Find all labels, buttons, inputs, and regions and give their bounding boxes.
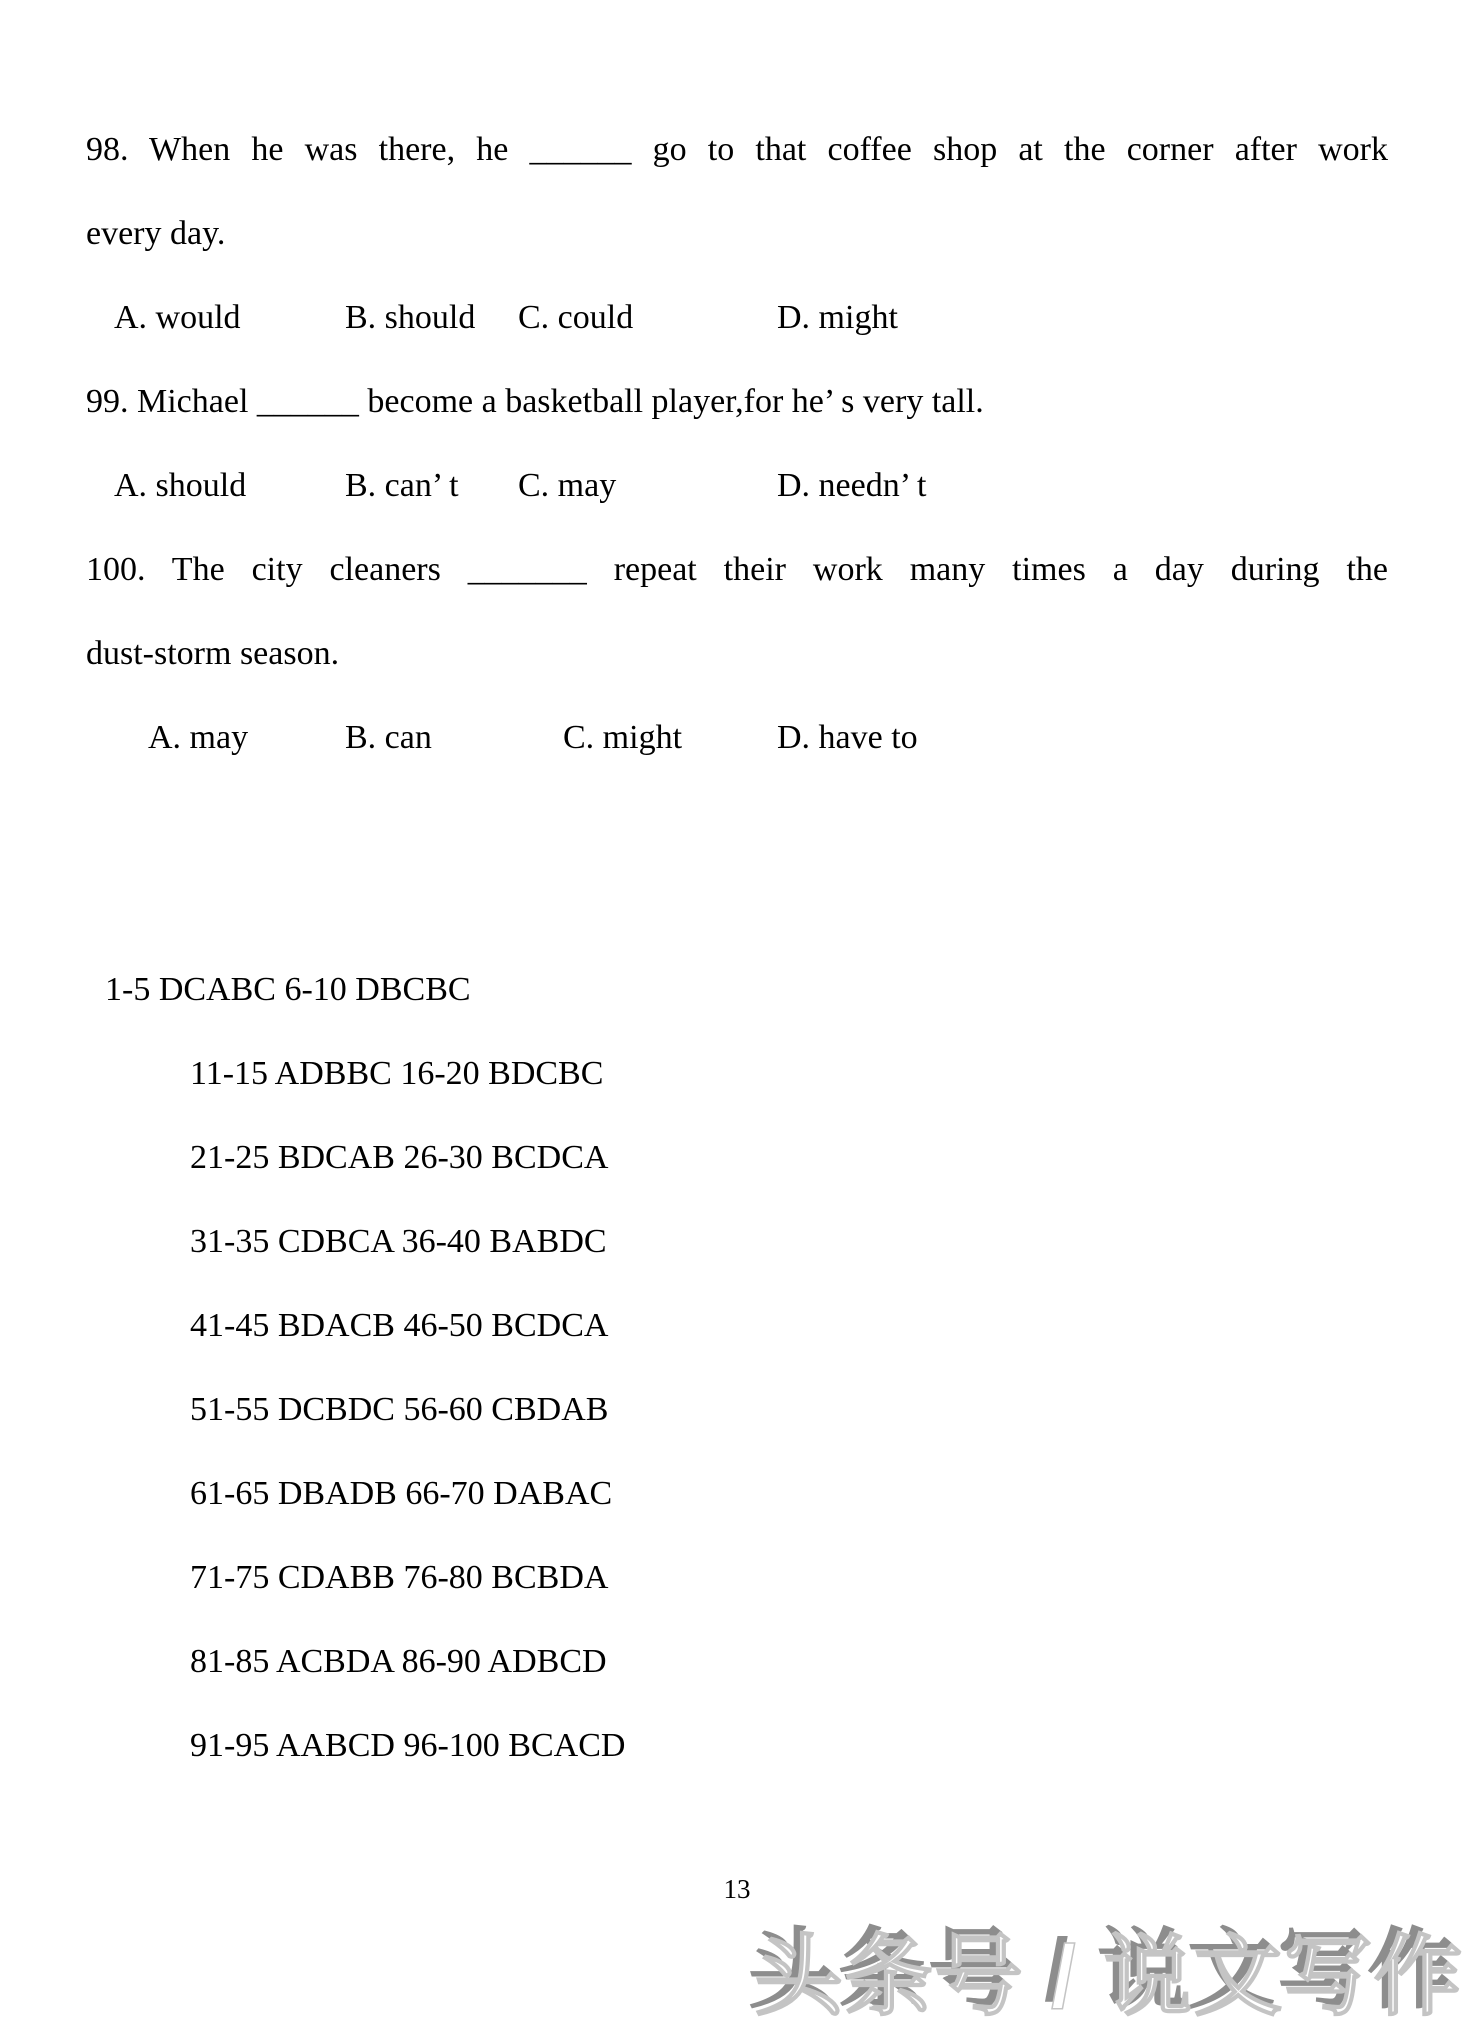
option-b: B. can — [345, 719, 432, 756]
question-98-options — [86, 276, 1388, 360]
page-number: 13 — [723, 1874, 751, 1904]
answer-key-line: 21-25 BDCAB 26-30 BCDCA — [190, 1139, 609, 1176]
question-100-options — [86, 696, 1388, 780]
spacer — [86, 780, 1388, 864]
question-100-line-1: 100. The city cleaners _______ repeat their work many times a day during the — [86, 551, 1388, 588]
option-d: D. needn’ t — [777, 467, 927, 504]
option-c: C. might — [563, 719, 683, 756]
option-a: A. would — [114, 299, 241, 336]
option-d: D. might — [777, 299, 898, 336]
answer-key-line: 91-95 AABCD 96-100 BCACD — [190, 1727, 626, 1764]
option-c: C. may — [518, 467, 617, 504]
answer-key-line: 41-45 BDACB 46-50 BCDCA — [190, 1307, 609, 1344]
option-d: D. have to — [777, 719, 918, 756]
answer-key-line: 81-85 ACBDA 86-90 ADBCD — [190, 1643, 607, 1680]
content — [86, 108, 1388, 1788]
answer-key-line: 11-15 ADBBC 16-20 BDCBC — [190, 1055, 604, 1092]
question-100-line-2: dust-storm season. — [86, 635, 340, 672]
question-99-options — [86, 444, 1388, 528]
option-b: B. should — [345, 299, 476, 336]
option-c: C. could — [518, 299, 634, 336]
answer-key-line: 71-75 CDABB 76-80 BCBDA — [190, 1559, 609, 1596]
option-b: B. can’ t — [345, 467, 459, 504]
spacer — [86, 864, 1388, 948]
question-98-line-2: every day. — [86, 215, 226, 252]
answer-key-line: 61-65 DBADB 66-70 DABAC — [190, 1475, 613, 1512]
answer-key-line: 51-55 DCBDC 56-60 CBDAB — [190, 1391, 609, 1428]
answer-key-line: 31-35 CDBCA 36-40 BABDC — [190, 1223, 607, 1260]
option-a: A. may — [148, 719, 249, 756]
question-99-line-1: 99. Michael ______ become a basketball player,for he’ s very tall. — [86, 383, 984, 420]
question-98-line-1: 98. When he was there, he ______ go to that coffee shop at the corner after work — [86, 131, 1388, 168]
option-a: A. should — [114, 467, 247, 504]
watermark: 头条号 / 说文写作 — [754, 1927, 1464, 2026]
answer-key-line: 1-5 DCABC 6-10 DBCBC — [105, 971, 471, 1008]
